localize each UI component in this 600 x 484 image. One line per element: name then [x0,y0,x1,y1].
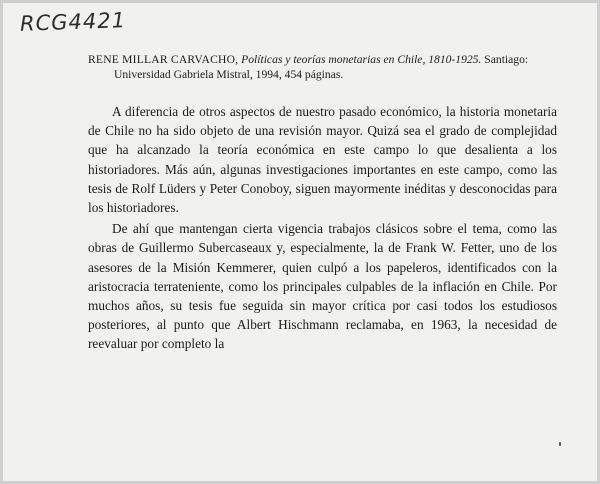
handwritten-catalog-number: RCG4421 [19,8,127,36]
citation-publisher: Universidad Gabriela Mistral, 1994, 454 páginas. [114,68,344,81]
paragraph-1: A diferencia de otros aspectos de nuestro pasado económico, la historia monetaria de Chile no ha sido objeto de una revisión mayor. Quizá sea el grado de complejidad que ha alcanzado la teoría económica en este campo lo que desalienta a los historiadores. Más aún, algunas investigaciones importantes en este campo, como las tesis de Rolf Lüders y Peter Conoboy, siguen mayormente inéditas y desconocidas para los historiadores. [88,104,557,216]
book-citation [88,52,578,82]
scan-speck [559,442,561,446]
paragraph-2: De ahí que mantengan cierta vigencia trabajos clásicos sobre el tema, como las obras de Guillermo Subercaseaux y, especialmente, la de Frank W. Fetter, uno de los asesores de la Misión Kemmerer, quien culpó a los papeleros, identificados con la aristocracia terrateniente, como los principales culpables de la inflación en Chile. Por muchos años, su tesis fue seguida sin mayor crítica por casi todos los estudiosos posteriores, al punto que Albert Hischmann reclamaba, en 1963, la necesidad de reevaluar por completo la [88,221,557,352]
citation-place: Santiago: [484,53,529,66]
citation-author: RENE MILLAR CARVACHO, [88,53,239,66]
citation-title: Políticas y teorías monetarias en Chile, 1810-1925. [241,53,482,66]
review-body [88,102,557,354]
